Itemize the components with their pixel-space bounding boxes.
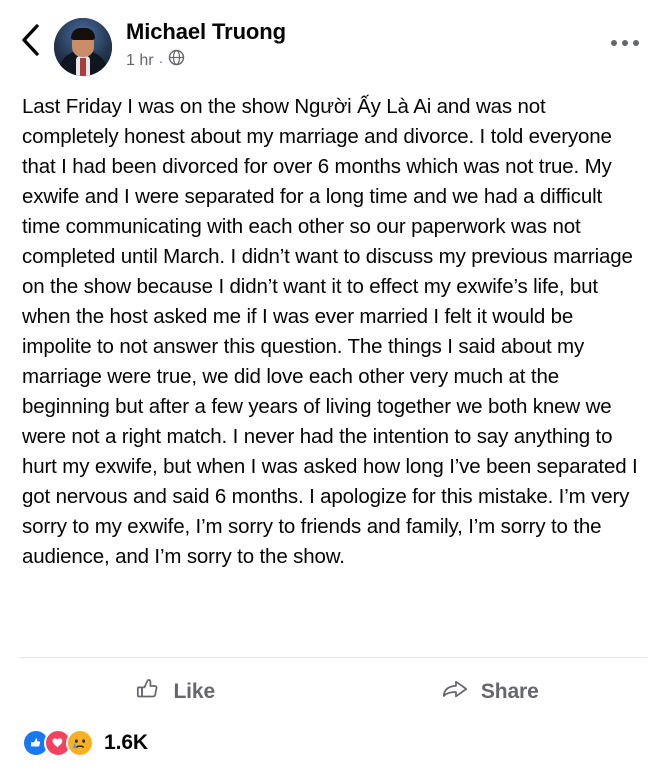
- thumbs-up-icon: [135, 676, 161, 707]
- post-header: [0, 0, 665, 82]
- more-options-button[interactable]: [605, 34, 645, 52]
- chevron-left-icon: [20, 23, 42, 57]
- more-options-icon: [622, 40, 628, 46]
- like-label: Like: [173, 679, 216, 703]
- post-text: Last Friday I was on the show Người Ấy Là Ai and was not completely honest about my marriage and divorce. I told everyone that I had been divorced for over 6 months which was not true. My exwife and I were separated for a long time and we had a difficult time communicating with each other so our paperwork was not completed until March. I didn’t want to discuss my previous marriage on the show because I didn’t want it to effect my exwife’s life, but when the host asked me if I was ever married I felt it would be impolite to not answer this question. The things I said about my marriage were true, we did love each other very much at the beginning but after a few years of living together we both knew we were not a right match. I never had the intention to say anything to hurt my exwife, but when I was asked how long I’ve been separated I got nervous and said 6 months. I apologize for this mistake. I’m very sorry to my exwife, I’m sorry to friends and family, I’m sorry to the audience, and I’m sorry to the show.: [22, 95, 644, 568]
- back-button[interactable]: [14, 16, 48, 64]
- reaction-icons[interactable]: [22, 729, 94, 757]
- care-reaction-icon: [66, 729, 94, 757]
- share-button[interactable]: [333, 664, 648, 719]
- post-timestamp[interactable]: 1 hr: [126, 51, 154, 69]
- meta-separator: ·: [158, 52, 164, 69]
- post-actions: [0, 658, 665, 723]
- avatar[interactable]: [54, 18, 112, 76]
- share-label: Share: [480, 679, 539, 703]
- author-name[interactable]: Michael Truong: [126, 19, 286, 44]
- share-arrow-icon: [441, 676, 469, 707]
- globe-icon[interactable]: [168, 49, 185, 72]
- like-button[interactable]: [18, 664, 333, 719]
- post-meta: [126, 49, 286, 72]
- more-options-icon: [633, 40, 639, 46]
- reaction-count: 1.6K: [104, 731, 148, 754]
- more-options-icon: [611, 40, 617, 46]
- author-block: [126, 16, 286, 72]
- reactions-bar[interactable]: [0, 723, 665, 775]
